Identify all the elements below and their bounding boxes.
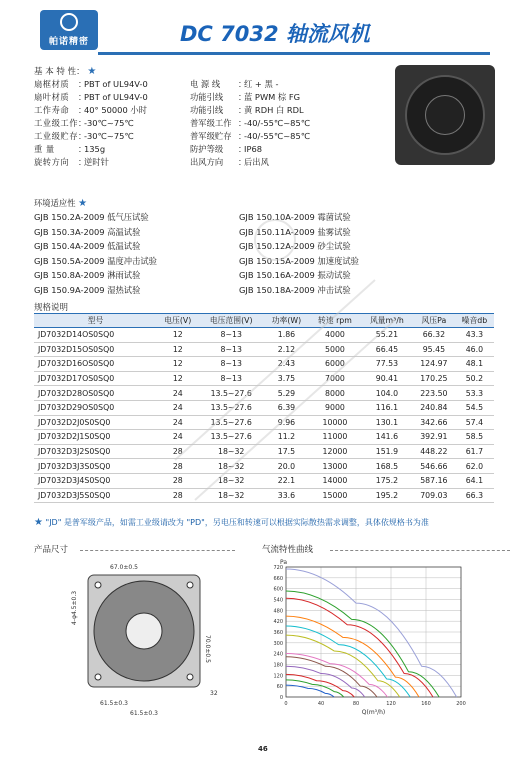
column-header: 噪音db — [455, 314, 494, 328]
spec-colon: ： — [78, 105, 87, 115]
page-title: DC 7032 轴流风机 — [180, 22, 370, 46]
table-cell: 175.2 — [361, 473, 413, 488]
table-cell: JD7032D2J1S0SQ0 — [34, 430, 157, 445]
table-cell: 33.6 — [264, 488, 309, 503]
spec-colon: ： — [238, 118, 247, 128]
dimension-title: 产品尺寸 — [34, 545, 69, 555]
dimension-label: 61.5±0.3 — [130, 710, 158, 717]
table-row — [34, 386, 494, 401]
table-cell: 20.0 — [264, 459, 309, 474]
table-cell: 90.41 — [361, 371, 413, 386]
y-tick-label: 420 — [273, 619, 283, 626]
table-cell: JD7032D3J4S0SQ0 — [34, 473, 157, 488]
page-number: 46 — [258, 745, 268, 753]
spec-colon: ： — [238, 92, 247, 102]
table-cell: 587.16 — [413, 473, 455, 488]
mount-hole — [95, 582, 101, 588]
x-tick-label: 120 — [386, 701, 396, 707]
divider — [80, 550, 235, 551]
table-cell: 18~32 — [199, 444, 264, 459]
table-cell: 43.3 — [455, 328, 494, 343]
table-cell: 5.29 — [264, 386, 309, 401]
series-line — [286, 591, 439, 697]
mount-hole — [187, 674, 193, 680]
table-row — [34, 459, 494, 474]
divider — [330, 550, 510, 551]
table-cell: 24 — [157, 415, 198, 430]
table-cell: 8~13 — [199, 328, 264, 343]
spec-label: 旋转方向 — [34, 157, 70, 167]
table-cell: 448.22 — [413, 444, 455, 459]
table-cell: 50.2 — [455, 371, 494, 386]
env-test-item: GJB 150.18A-2009 冲击试验 — [239, 284, 351, 295]
table-header-row — [34, 314, 494, 328]
env-right-list — [239, 210, 439, 297]
table-cell: 141.6 — [361, 430, 413, 445]
table-cell: 168.5 — [361, 459, 413, 474]
dimension-label: 70.0±0.5 — [204, 635, 211, 663]
spec-value: PBT of UL94V-0 — [84, 79, 148, 89]
table-cell: 342.66 — [413, 415, 455, 430]
table-cell: JD7032D16OS0SQ0 — [34, 357, 157, 372]
airflow-chart — [258, 555, 508, 720]
table-cell: JD7032D3J3S0SQ0 — [34, 459, 157, 474]
table-cell: JD7032D15OS0SQ0 — [34, 342, 157, 357]
table-cell: 64.1 — [455, 473, 494, 488]
table-cell: JD7032D14OS0SQ0 — [34, 328, 157, 343]
y-tick-label: 600 — [273, 586, 283, 593]
x-tick-label: 80 — [352, 701, 360, 707]
env-heading: 环境适应性 — [34, 198, 76, 208]
spec-value: 后出风 — [244, 157, 269, 167]
table-cell: 13000 — [309, 459, 361, 474]
spec-colon: ： — [78, 79, 87, 89]
spec-value: -30℃~75℃ — [84, 118, 134, 128]
env-test-item: GJB 150.12A-2009 砂尘试验 — [239, 241, 351, 251]
env-test-item: GJB 150.8A-2009 淋雨试验 — [34, 270, 141, 280]
spec-colon: ： — [78, 92, 87, 102]
table-cell: 46.0 — [455, 342, 494, 357]
spec-row — [34, 78, 394, 91]
spec-value: 红 + 黑 - — [244, 79, 279, 89]
column-header: 风量m³/h — [361, 314, 413, 328]
table-row — [34, 488, 494, 503]
env-left-list — [34, 210, 234, 297]
table-cell: 12 — [157, 357, 198, 372]
star-icon: ★ — [78, 198, 88, 209]
column-header: 转速 rpm — [309, 314, 361, 328]
table-cell: 62.0 — [455, 459, 494, 474]
table-cell: 13.5~27.6 — [199, 386, 264, 401]
spec-value: PBT of UL94V-0 — [84, 92, 148, 102]
column-header: 功率(W) — [264, 314, 309, 328]
env-test-item: GJB 150.15A-2009 加速度试验 — [239, 255, 359, 266]
column-header: 电压(V) — [157, 314, 198, 328]
table-body — [34, 328, 494, 503]
table-row — [34, 328, 494, 343]
spec-row — [34, 130, 394, 143]
env-section — [34, 196, 359, 295]
table-cell: 66.32 — [413, 328, 455, 343]
table-cell: 12000 — [309, 444, 361, 459]
table-cell: 1.86 — [264, 328, 309, 343]
table-cell: 17.5 — [264, 444, 309, 459]
spec-value: 蓝 PWM 棕 FG — [244, 92, 301, 102]
y-tick-label: 540 — [273, 597, 283, 604]
x-tick-label: 0 — [284, 701, 288, 707]
spec-label: 普军级贮存 — [190, 131, 232, 141]
spec-label: 出风方向 — [190, 157, 224, 167]
column-header: 电压范围(V) — [199, 314, 264, 328]
table-cell: 24 — [157, 386, 198, 401]
table-cell: 18~32 — [199, 488, 264, 503]
spec-label: 普军级工作 — [190, 118, 232, 128]
company-logo — [40, 10, 98, 50]
spec-label: 电 源 线 — [190, 79, 221, 89]
table-cell: 54.5 — [455, 400, 494, 415]
dimension-drawing — [70, 555, 220, 720]
table-cell: 55.21 — [361, 328, 413, 343]
spec-colon: ： — [78, 131, 87, 141]
table-cell: 24 — [157, 430, 198, 445]
table-cell: 13.5~27.6 — [199, 415, 264, 430]
table-cell: 12 — [157, 342, 198, 357]
y-tick-label: 240 — [273, 651, 283, 658]
table-cell: 22.1 — [264, 473, 309, 488]
table-cell: 2.12 — [264, 342, 309, 357]
table-cell: 195.2 — [361, 488, 413, 503]
y-tick-label: 720 — [273, 565, 283, 571]
table-row — [34, 371, 494, 386]
y-tick-label: 300 — [273, 640, 283, 647]
mount-hole — [187, 582, 193, 588]
table-cell: 61.7 — [455, 444, 494, 459]
spec-row — [34, 91, 394, 104]
table-cell: 2.43 — [264, 357, 309, 372]
star-icon: ★ — [34, 517, 43, 528]
table-cell: 13.5~27.6 — [199, 400, 264, 415]
series-line — [286, 680, 344, 697]
table-cell: 28 — [157, 459, 198, 474]
column-header: 风压Pa — [413, 314, 455, 328]
env-test-item: GJB 150.16A-2009 振动试验 — [239, 270, 351, 280]
y-tick-label: 120 — [273, 673, 283, 680]
x-tick-label: 160 — [421, 701, 431, 707]
spec-value: 135g — [84, 144, 106, 154]
table-cell: 130.1 — [361, 415, 413, 430]
table-cell: 6000 — [309, 357, 361, 372]
column-header: 型号 — [34, 314, 157, 328]
series-line — [286, 685, 334, 697]
spec-row — [34, 104, 394, 117]
spec-colon: ： — [78, 118, 87, 128]
table-cell: 3.75 — [264, 371, 309, 386]
spec-row — [34, 143, 394, 156]
footnote: ★ "JD" 是普军级产品，如需工业级请改为 "PD"，另电压和转速可以根据实际散热需求调整，具体依规格书为准 — [34, 517, 429, 528]
spec-label: 工作寿命 — [34, 105, 70, 115]
table-cell: 95.45 — [413, 342, 455, 357]
table-cell: 12 — [157, 371, 198, 386]
x-tick-label: 40 — [317, 701, 325, 707]
spec-colon: ： — [78, 157, 87, 167]
env-test-item: GJB 150.9A-2009 湿热试验 — [34, 284, 141, 295]
spec-row — [34, 117, 394, 130]
x-tick-label: 200 — [456, 701, 466, 707]
spec-table — [34, 313, 494, 503]
table-cell: 11.2 — [264, 430, 309, 445]
specs-heading: 基 本 特 性： ★ — [34, 66, 97, 77]
table-cell: 28 — [157, 444, 198, 459]
table-cell: 14000 — [309, 473, 361, 488]
table-cell: 28 — [157, 473, 198, 488]
logo-ring-icon — [60, 13, 78, 31]
dimension-label: 4-φ4.5±0.3 — [71, 590, 78, 625]
table-cell: 9.96 — [264, 415, 309, 430]
table-cell: 15000 — [309, 488, 361, 503]
table-row — [34, 430, 494, 445]
spec-colon: ： — [238, 144, 247, 154]
table-cell: 12 — [157, 328, 198, 343]
dimension-label: 61.5±0.3 — [100, 700, 128, 707]
table-heading: 规格说明 — [34, 303, 69, 313]
env-test-item: GJB 150.10A-2009 霉菌试验 — [239, 212, 351, 222]
y-tick-label: 360 — [273, 630, 283, 636]
table-cell: 709.03 — [413, 488, 455, 503]
env-test-item: GJB 150.4A-2009 低温试验 — [34, 241, 141, 251]
table-cell: 58.5 — [455, 430, 494, 445]
table-cell: JD7032D29OS0SQ0 — [34, 400, 157, 415]
y-tick-label: 480 — [273, 608, 283, 615]
spec-colon: ： — [238, 79, 247, 89]
table-cell: 53.3 — [455, 386, 494, 401]
table-cell: JD7032D3J2S0SQ0 — [34, 444, 157, 459]
y-tick-label: 60 — [276, 684, 283, 691]
table-cell: 48.1 — [455, 357, 494, 372]
table-cell: 8~13 — [199, 357, 264, 372]
table-cell: 9000 — [309, 400, 361, 415]
table-cell: 13.5~27.6 — [199, 430, 264, 445]
table-cell: 18~32 — [199, 473, 264, 488]
table-row — [34, 400, 494, 415]
fan-hub-drawing — [126, 613, 162, 649]
spec-label: 扇叶材质 — [34, 92, 70, 102]
spec-label: 重 量 — [34, 144, 55, 154]
table-cell: 24 — [157, 400, 198, 415]
spec-value: 逆时针 — [84, 157, 109, 167]
spec-value: 黄 RDH 白 RDL — [244, 105, 304, 115]
spec-label: 防护等级 — [190, 144, 224, 154]
spec-value: 40° 50000 小时 — [84, 105, 147, 115]
table-cell: JD7032D3J5S0SQ0 — [34, 488, 157, 503]
table-cell: 116.1 — [361, 400, 413, 415]
table-cell: JD7032D17OS0SQ0 — [34, 371, 157, 386]
table-cell: JD7032D2J0S0SQ0 — [34, 415, 157, 430]
table-row — [34, 342, 494, 357]
spec-row — [34, 156, 394, 169]
table-cell: 10000 — [309, 415, 361, 430]
spec-label: 扇框材质 — [34, 79, 70, 89]
series-line — [286, 657, 377, 697]
chart-title: 气流特性曲线 — [262, 545, 314, 555]
y-axis-label: Pa — [280, 559, 288, 566]
table-cell: 223.50 — [413, 386, 455, 401]
table-cell: 104.0 — [361, 386, 413, 401]
x-axis-label: Q(m³/h) — [361, 709, 386, 716]
table-cell: 28 — [157, 488, 198, 503]
table-cell: 66.3 — [455, 488, 494, 503]
y-tick-label: 180 — [273, 662, 283, 669]
logo-text: 帕诺精密 — [48, 37, 89, 47]
table-cell: 8000 — [309, 386, 361, 401]
mount-hole — [95, 674, 101, 680]
table-cell: 8~13 — [199, 342, 264, 357]
table-cell: 8~13 — [199, 371, 264, 386]
table-row — [34, 357, 494, 372]
spec-value: -40/-55℃~85℃ — [244, 131, 311, 141]
fan-hub — [425, 95, 465, 135]
fan-product-photo — [395, 65, 495, 165]
table-cell: 11000 — [309, 430, 361, 445]
spec-label: 工业级工作 — [34, 118, 78, 128]
spec-label: 功能引线 — [190, 92, 224, 102]
specs-grid — [34, 78, 394, 169]
y-tick-label: 660 — [273, 575, 283, 582]
env-test-item: GJB 150.5A-2009 温度冲击试验 — [34, 255, 157, 266]
spec-colon: ： — [78, 144, 87, 154]
y-tick-label: 0 — [279, 695, 283, 701]
table-row — [34, 415, 494, 430]
table-cell: 6.39 — [264, 400, 309, 415]
table-row — [34, 444, 494, 459]
table-cell: 170.25 — [413, 371, 455, 386]
table-cell: 7000 — [309, 371, 361, 386]
table-cell: 18~32 — [199, 459, 264, 474]
table-cell: 5000 — [309, 342, 361, 357]
spec-value: -40/-55℃~85℃ — [244, 118, 311, 128]
spec-colon: ： — [238, 157, 247, 167]
table-cell: 66.45 — [361, 342, 413, 357]
spec-colon: ： — [238, 131, 247, 141]
env-test-item: GJB 150.3A-2009 高温试验 — [34, 226, 141, 237]
table-cell: JD7032D28OS0SQ0 — [34, 386, 157, 401]
table-cell: 392.91 — [413, 430, 455, 445]
table-cell: 240.84 — [413, 400, 455, 415]
env-test-item: GJB 150.2A-2009 低气压试验 — [34, 212, 149, 222]
table-cell: 546.66 — [413, 459, 455, 474]
env-test-item: GJB 150.11A-2009 盐雾试验 — [239, 226, 351, 237]
star-icon: ★ — [87, 66, 97, 77]
spec-colon: ： — [238, 105, 247, 115]
spec-label: 功能引线 — [190, 105, 224, 115]
dimension-label: 32 — [210, 690, 218, 697]
table-cell: 77.53 — [361, 357, 413, 372]
dimension-label: 67.0±0.5 — [110, 564, 138, 571]
spec-value: IP68 — [244, 144, 263, 154]
title-rule — [98, 52, 490, 55]
table-row — [34, 473, 494, 488]
spec-label: 工业级贮存 — [34, 131, 78, 141]
spec-value: -30℃~75℃ — [84, 131, 134, 141]
table-cell: 4000 — [309, 328, 361, 343]
table-cell: 124.97 — [413, 357, 455, 372]
table-cell: 57.4 — [455, 415, 494, 430]
table-cell: 151.9 — [361, 444, 413, 459]
